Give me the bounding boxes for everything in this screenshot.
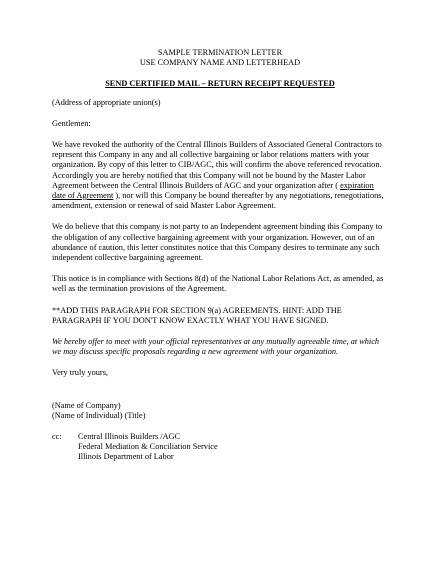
paragraph-revocation: [52, 140, 388, 211]
signature-company: (Name of Company): [52, 400, 121, 410]
paragraph-revocation-before: We have revoked the authority of the Central Illinois Builders of Associated General Contractors to represent this Company in any and all collective bargaining or labor relations matters with your organization. By copy of this letter to CIB/AGC, this will confirm the above referenced revocation. Accordingly you are hereby notified that this Company will not be bound by the Master Labor Agreement between the Central Illinois Builders of AGC and your organization after (: [52, 140, 382, 190]
paragraph-revocation-after: ), nor will this Company be bound thereafter by any negotiations, renegotiations, amendment, extension or renewal of said Master Labor Agreement.: [52, 191, 384, 211]
paragraph-independent-agreement: We do believe that this company is not party to an Independent agreement binding this Company to the obligation of any collective bargaining agreement with your organization. However, out of an abundance of caution, this letter constitutes notice that this Company desires to terminate any such independent collective bargaining agreement.: [52, 222, 383, 263]
paragraph-compliance: This notice is in compliance with Sections 8(d) of the National Labor Relations Act, as amended, as well as the termination provisions of the Agreement.: [52, 274, 384, 294]
cc-recipients: [78, 432, 218, 463]
address-line: (Address of appropriate union(s): [52, 97, 161, 107]
header-line-2: USE COMPANY NAME AND LETTERHEAD: [139, 58, 301, 68]
cc-block: [52, 432, 388, 463]
cc-label: cc:: [52, 432, 62, 442]
letter-title: SEND CERTIFIED MAIL – RETURN RECEIPT REQUESTED: [105, 79, 335, 89]
section-9a-note: **ADD THIS PARAGRAPH FOR SECTION 9(a) AGREEMENTS. HINT: ADD THE PARAGRAPH IF YOU DON'T KNOW EXACTLY WHAT YOU HAVE SIGNED.: [52, 305, 342, 325]
cc-recipient: Federal Mediation & Conciliation Service: [78, 442, 218, 452]
cc-recipient: Central Illinois Builders /AGC: [78, 432, 181, 442]
signature-space: [52, 379, 388, 401]
letter-header: [52, 48, 388, 68]
expiration-date-placeholder: expiration date of Agreement: [52, 180, 374, 201]
signature-block: [52, 401, 388, 421]
closing: Very truly yours,: [52, 368, 108, 378]
cc-recipient: Illinois Department of Labor: [78, 452, 174, 462]
salutation: Gentlemen:: [52, 118, 91, 128]
signature-individual: (Name of Individual) (Title): [52, 410, 146, 420]
header-line-1: SAMPLE TERMINATION LETTER: [157, 48, 283, 57]
paragraph-offer-to-meet: We hereby offer to meet with your official representatives at any mutually agreeable time, at which we may discuss specific proposals regarding a new agreement with your organization.: [52, 337, 380, 357]
